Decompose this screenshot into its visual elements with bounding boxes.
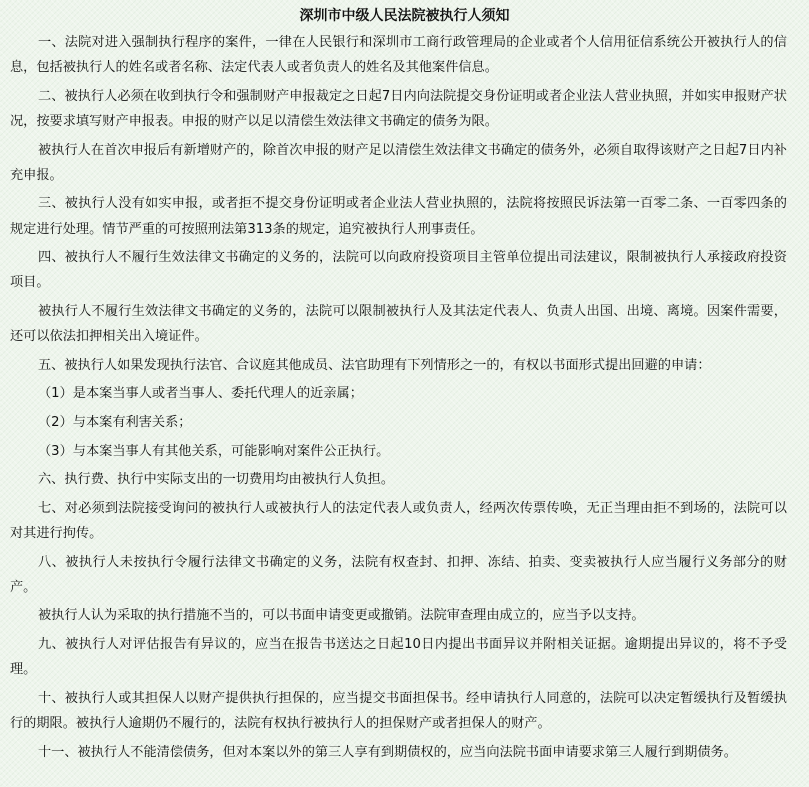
paragraph-3: 三、被执行人没有如实申报，或者拒不提交身份证明或者企业法人营业执照的，法院将按照民诉法第一百零二条、一百零四条的规定进行处理。情节严重的可按照刑法第313条的规定，追究被执行人刑事责任。 bbox=[10, 196, 787, 237]
paragraph-2-supplement: 被执行人在首次申报后有新增财产的，除首次申报的财产足以清偿生效法律文书确定的债务外，必须自取得该财产之日起7日内补充申报。 bbox=[10, 142, 787, 183]
paragraph-8: 八、被执行人未按执行令履行法律文书确定的义务，法院有权查封、扣押、冻结、拍卖、变卖被执行人应当履行义务部分的财产。 bbox=[10, 554, 787, 595]
sub-item-1: （1）是本案当事人或者当事人、委托代理人的近亲属； bbox=[38, 386, 363, 402]
sub-item-2: （2）与本案有利害关系； bbox=[38, 414, 192, 430]
paragraph-7: 七、对必须到法院接受询问的被执行人或被执行人的法定代表人或负责人，经两次传票传唤，无正当理由拒不到场的，法院可以对其进行拘传。 bbox=[10, 500, 787, 541]
paragraph-1: 一、法院对进入强制执行程序的案件，一律在人民银行和深圳市工商行政管理局的企业或者个人信用征信系统公开被执行人的信息，包括被执行人的姓名或者名称、法定代表人或者负责人的姓名及其他案件信息。 bbox=[10, 35, 787, 76]
paragraph-4-supplement: 被执行人不履行生效法律文书确定的义务的，法院可以限制被执行人及其法定代表人、负责人出国、出境、离境。因案件需要，还可以依法扣押相关出入境证件。 bbox=[10, 303, 787, 345]
sub-item-3: （3）与本案当事人有其他关系，可能影响对案件公正执行。 bbox=[38, 443, 390, 459]
paragraph-4: 四、被执行人不履行生效法律文书确定的义务的，法院可以向政府投资项目主管单位提出司法建议，限制被执行人承接政府投资项目。 bbox=[10, 250, 787, 291]
paragraph-9: 九、被执行人对评估报告有异议的，应当在报告书送达之日起10日内提出书面异议并附相关证据。逾期提出异议的，将不予受理。 bbox=[10, 636, 787, 678]
paragraph-10: 十、被执行人或其担保人以财产提供执行担保的，应当提交书面担保书。经申请执行人同意的，法院可以决定暂缓执行及暂缓执行的期限。被执行人逾期仍不履行的，法院有权执行被执行人的担保财产或者担保人的财产。 bbox=[10, 690, 787, 731]
paragraph-2: 二、被执行人必须在收到执行令和强制财产申报裁定之日起7日内向法院提交身份证明或者企业法人营业执照，并如实申报财产状况，按要求填写财产申报表。申报的财产以足以清偿生效法律文书确定的债务为限。 bbox=[10, 88, 787, 129]
document-title: 深圳市中级人民法院被执行人须知 bbox=[299, 8, 510, 24]
paragraph-5: 五、被执行人如果发现执行法官、合议庭其他成员、法官助理有下列情形之一的，有权以书面形式提出回避的申请： bbox=[38, 357, 711, 373]
paragraph-11: 十一、被执行人不能清偿债务，但对本案以外的第三人享有到期债权的，应当向法院书面申请要求第三人履行到期债务。 bbox=[38, 744, 737, 760]
paragraph-8-supplement: 被执行人认为采取的执行措施不当的，可以书面申请变更或撤销。法院审查理由成立的，应当予以支持。 bbox=[38, 608, 645, 624]
paragraph-6: 六、执行费、执行中实际支出的一切费用均由被执行人负担。 bbox=[38, 472, 395, 488]
